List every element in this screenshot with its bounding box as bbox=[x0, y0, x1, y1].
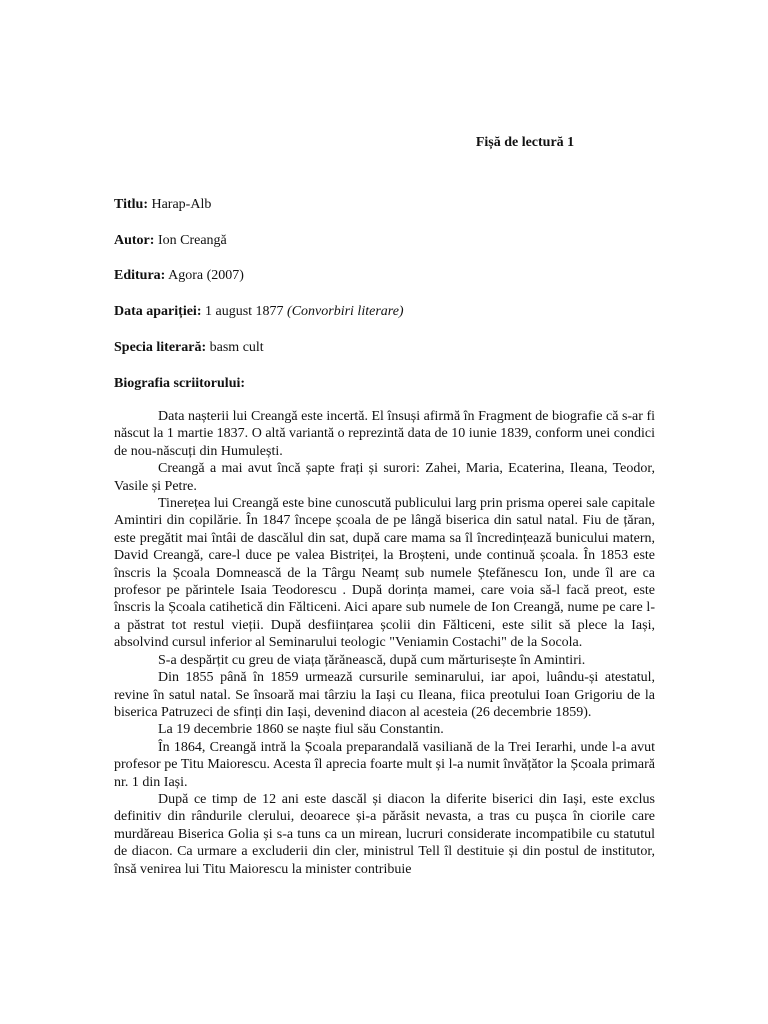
field-data-note: (Convorbiri literare) bbox=[287, 304, 404, 319]
field-data-label: Data apariției: bbox=[114, 304, 202, 319]
paragraph: Tinerețea lui Creangă este bine cunoscută publicului larg prin prisma operei sale capitale Amintiri din copilărie. În 1847 începe școala de pe lângă biserica din satul natal. Fiu de țăran, este pregătit mai întâi de dascălul din sat, după care mama sa îl încredințează bunicului matern, David Creangă, care-l duce pe valea Bistriței, la Broșteni, unde continuă școala. În 1853 este înscris la Școala Domnească de la Târgu Neamț sub numele Ștefănescu Ion, unde îl are ca profesor pe părintele Isaia Teodorescu . După dorința mamei, care voia să-l facă preot, este înscris la Școala catihetică din Fălticeni. Aici apare sub numele de Ion Creangă, nume pe care l-a păstrat tot restul vieții. După desființarea școlii din Fălticeni, este silit să plece la Iași, absolvind cursul inferior al Seminarului teologic "Veniamin Costachi" de la Socola. bbox=[114, 496, 655, 651]
field-data-value: 1 august 1877 bbox=[204, 304, 284, 319]
paragraph: În 1864, Creangă intră la Școala preparandală vasiliană de la Trei Ierarhi, unde l-a avut profesor pe Titu Maiorescu. Acesta îl aprecia foarte mult și l-a numit învățător la Școala primară nr. 1 din Iași. bbox=[114, 739, 655, 790]
field-autor-label: Autor: bbox=[114, 233, 155, 248]
field-editura bbox=[114, 267, 659, 285]
paragraph: Creangă a mai avut încă șapte frați și surori: Zahei, Maria, Ecaterina, Ileana, Teodor, Vasile și Petre. bbox=[114, 461, 655, 494]
field-titlu-value: Harap-Alb bbox=[151, 197, 212, 212]
field-specia-value: basm cult bbox=[209, 340, 264, 355]
field-autor-value: Ion Creangă bbox=[157, 233, 227, 248]
field-specia bbox=[114, 339, 659, 357]
paragraph: La 19 decembrie 1860 se naște fiul său Constantin. bbox=[158, 722, 444, 738]
bio-heading: Biografia scriitorului: bbox=[114, 376, 246, 391]
field-data-aparitiei bbox=[114, 303, 659, 321]
field-specia-label: Specia literară: bbox=[114, 340, 207, 355]
paragraph: Din 1855 până în 1859 urmează cursurile seminarului, iar apoi, luându-și atestatul, revine în satul natal. Se însoară mai târziu la Iași cu Ileana, fiica preotului Ioan Grigoriu de la biserica Patruzeci de sfinți din Iași, devenind diacon al acesteia (26 decembrie 1859). bbox=[114, 670, 655, 720]
paragraph: Data nașterii lui Creangă este incertă. El însuși afirmă în Fragment de biografie că s-ar fi născut la 1 martie 1837. O altă variantă o reprezintă data de 10 iunie 1839, conform unei condici de nou-născuți din Humulești. bbox=[114, 409, 655, 459]
paragraph: După ce timp de 12 ani este dascăl și diacon la diferite biserici din Iași, este exclus definitiv din rândurile clerului, deoarece și-a părăsit nevasta, a tras cu pușca în ciorile care murdăreau Biserica Golia și s-a tuns ca un mirean, lucruri considerate incompatibile cu statutul de diacon. Ca urmare a excluderii din cler, ministrul Tell îl destituie și din postul de institutor, însă venirea lui Titu Maiorescu la minister contribuie bbox=[114, 791, 655, 877]
field-editura-label: Editura: bbox=[114, 268, 166, 283]
field-titlu-label: Titlu: bbox=[114, 197, 148, 212]
biography-body bbox=[114, 408, 655, 878]
field-editura-value: Agora (2007) bbox=[168, 268, 244, 283]
document-title: Fișă de lectură 1 bbox=[475, 135, 575, 150]
paragraph: S-a despărțit cu greu de viața țărănească, după cum mărturisește în Amintiri. bbox=[158, 652, 586, 668]
field-titlu bbox=[114, 196, 659, 214]
field-autor bbox=[114, 232, 659, 250]
